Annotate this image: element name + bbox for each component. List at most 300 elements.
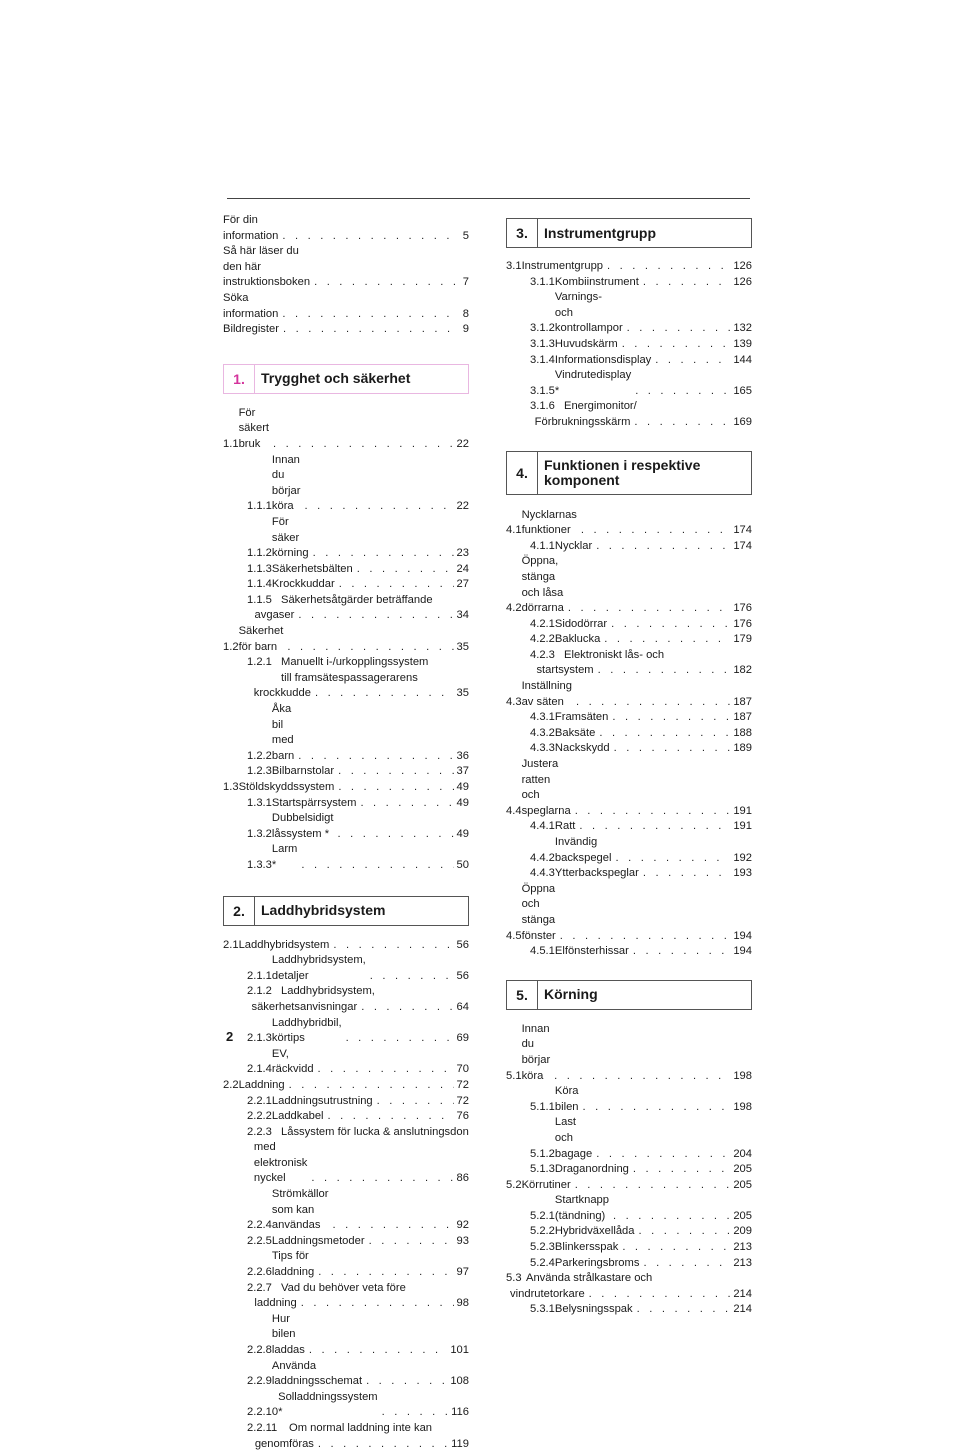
entry-page: 126 [733,260,752,272]
entry-number: 2.2.5 [247,1234,272,1247]
chapter-1-header[interactable] [223,364,469,394]
entry-number: 2.1.4 [247,1063,272,1076]
entry-title: Startknapp (tändning) [554,1194,609,1222]
toc-entry[interactable] [223,984,469,1015]
toc-entry-line [506,1022,752,1084]
entry-page: 34 [456,609,469,622]
entry-page: 49 [456,796,469,809]
toc-entry-line [223,1359,469,1390]
entry-title: Hybridväxellåda [554,1225,635,1238]
toc-entry-line [223,453,469,515]
entry-number: 1.1.4 [247,578,272,591]
toc-entry[interactable] [506,1162,752,1178]
entry-page: 174 [733,524,752,537]
entry-number: 4.4.1 [530,820,555,833]
entry-page: 93 [456,1234,469,1247]
entry-title: Laddhybridsystem, detaljer [271,954,366,982]
toc-entry[interactable] [223,953,469,984]
toc-entry[interactable] [506,679,752,710]
toc-entry[interactable] [506,741,752,757]
entry-number: 5.2.4 [530,1256,555,1269]
leader-dots [655,353,730,369]
entry-page: 165 [733,384,752,397]
entry-title: genomföras [254,1437,314,1450]
toc-entry[interactable] [223,1047,469,1078]
toc-entry[interactable] [223,1187,469,1234]
toc-entry[interactable] [506,1256,752,1272]
entry-number: 2.1.3 [247,1032,272,1045]
entry-title: Ytterbackspeglar [554,867,639,880]
entry-title: Solladdningssystem * [278,1390,378,1419]
leader-dots [338,764,453,780]
toc-entry[interactable] [223,213,469,244]
entry-title: Informationsdisplay [554,353,652,366]
entry-number: 4.3.2 [530,726,555,739]
toc-entry[interactable] [506,275,752,291]
leader-dots [616,851,731,867]
toc-entry-line [506,1302,752,1318]
entry-title: Laddning [238,1078,285,1091]
leader-dots [643,866,730,882]
toc-entry[interactable] [506,617,752,633]
toc-entry-line [223,1437,469,1452]
leader-dots [315,686,454,702]
toc-entry[interactable] [506,337,752,353]
toc-entry[interactable] [223,1249,469,1280]
toc-entry[interactable] [223,811,469,842]
entry-number: 4.5.1 [530,945,555,958]
entry-page: 24 [456,562,469,575]
leader-dots [575,804,731,820]
leader-dots [554,1069,730,1085]
chapter-2-header[interactable] [223,896,469,926]
toc-entry-line [506,290,752,337]
chapter-3-list [506,259,752,431]
toc-entry[interactable] [506,819,752,835]
toc-entry[interactable] [223,842,469,873]
toc-entry-line [223,984,469,1000]
entry-page: 198 [733,1069,752,1082]
toc-entry[interactable] [223,562,469,578]
entry-number: 4.1 [506,524,522,537]
toc-entry[interactable] [506,508,752,539]
entry-page: 187 [733,711,752,724]
toc-entry[interactable] [506,554,752,616]
entry-number: 5.2.2 [530,1225,555,1238]
entry-number: 4.4 [506,804,522,817]
toc-entry[interactable] [223,624,469,655]
entry-title: Inställning av säten [521,680,572,708]
entry-number: 1.2.1 [247,656,272,669]
leader-dots [612,710,730,726]
toc-entry[interactable] [506,1022,752,1084]
entry-number: 2.2.8 [247,1344,272,1356]
entry-page: 174 [733,539,752,552]
toc-entry-line [506,679,752,710]
leader-dots [635,384,730,400]
toc-entry-line [223,406,469,453]
entry-title: Baklucka [554,633,601,646]
leader-dots [576,695,730,711]
entry-title: Invändig backspegel [554,836,612,864]
entry-title: med elektronisk nyckel [253,1141,308,1185]
toc-entry[interactable] [223,1312,469,1359]
entry-title: Instrumentgrupp [521,260,604,272]
toc-entry[interactable] [223,291,469,322]
chapter-5-header[interactable] [506,980,752,1010]
leader-dots [633,944,730,960]
leader-dots [643,275,730,291]
toc-entry-line [223,686,469,702]
toc-entry-line [223,1249,469,1280]
entry-page: 213 [733,1256,752,1269]
toc-entry[interactable] [223,1421,469,1452]
entry-number: 1.2 [223,640,239,653]
toc-entry[interactable] [223,938,469,954]
leader-dots [607,259,730,275]
entry-number: 2.2.1 [247,1094,272,1107]
toc-entry[interactable] [506,368,752,399]
toc-entry-line [223,938,469,954]
entry-title: till framsätespassagerarens [281,671,418,684]
entry-page: 182 [733,664,752,677]
toc-entry-line [506,1287,752,1303]
entry-number: 2.2.2 [247,1110,272,1123]
toc-entry[interactable] [223,453,469,515]
toc-entry[interactable] [506,944,752,960]
leader-dots [337,827,453,843]
entry-title: Bildregister [223,323,279,336]
toc-entry[interactable] [223,1281,469,1312]
toc-entry[interactable] [506,1302,752,1318]
chapter-number: 2. [224,897,255,925]
entry-number: 1.3.3 [247,858,272,871]
entry-page: 126 [733,275,752,288]
entry-title: Bilbarnstolar [271,765,335,778]
toc-entry-line [506,399,752,415]
toc-entry[interactable] [223,780,469,796]
entry-page: 193 [733,867,752,880]
toc-entry[interactable] [506,835,752,866]
toc-entry-line [223,1312,469,1359]
chapter-4-header[interactable] [506,451,752,495]
chapter-1-list [223,406,469,874]
toc-entry-line [506,648,752,664]
toc-entry[interactable] [223,1094,469,1110]
toc-entry[interactable] [506,1178,752,1194]
toc-entry-line [506,508,752,539]
leader-dots [637,1302,731,1318]
entry-number: 1.1.5 [247,593,272,606]
entry-title: För din information [223,214,279,242]
entry-number: 2.2.7 [247,1281,272,1294]
entry-page: 8 [462,307,469,320]
leader-dots [622,337,731,353]
entry-title: Larm * [271,843,298,871]
toc-entry[interactable] [223,1016,469,1047]
toc-entry-line [506,1178,752,1194]
entry-page: 205 [733,1209,752,1222]
entry-page: 189 [733,742,752,755]
page-number: 2 [226,1029,234,1044]
entry-number: 4.2 [506,602,522,615]
leader-dots [639,1224,731,1240]
entry-page: 70 [456,1063,469,1076]
entry-page: 72 [456,1094,469,1107]
leader-dots [613,1209,730,1225]
toc-entry[interactable] [506,399,752,430]
toc-entry[interactable] [506,1271,752,1302]
leader-dots [633,1162,730,1178]
entry-page: 139 [733,337,752,350]
entry-number: 3.1.6 [530,400,555,413]
entry-title: Vad du behöver veta före [281,1281,406,1294]
toc-entry[interactable] [506,290,752,337]
entry-title: Laddhybridsystem [238,938,330,951]
leader-dots [575,1178,731,1194]
toc-entry[interactable] [506,353,752,369]
chapter-title: Instrumentgrupp [544,224,656,241]
toc-entry-line [506,1084,752,1115]
chapter-3-header[interactable] [506,218,752,248]
toc-entry[interactable] [506,1115,752,1162]
entry-number: 1.3.2 [247,827,272,840]
entry-title: Baksäte [554,726,596,739]
toc-entry[interactable] [506,539,752,555]
toc-entry[interactable] [506,259,752,275]
toc-entry-line [223,1296,469,1312]
leader-dots [357,562,454,578]
entry-page: 169 [733,415,752,428]
leader-dots [643,1256,730,1272]
entry-number: 5.1.3 [530,1163,555,1176]
toc-entry[interactable] [223,515,469,562]
entry-page: 179 [733,633,752,646]
entry-title: Använda laddningsschemat [271,1359,363,1388]
entry-title: Öppna och stänga fönster [521,882,556,942]
toc-entry[interactable] [223,1109,469,1125]
leader-dots [301,858,453,874]
leader-dots [622,1240,730,1256]
entry-number: 1.1.1 [247,500,272,513]
toc-entry[interactable] [506,1193,752,1224]
toc-entry[interactable] [506,866,752,882]
leader-dots [273,437,454,453]
toc-entry[interactable] [223,322,469,338]
entry-title: För säker körning [271,515,309,560]
entry-title: Stöldskyddssystem [238,781,335,793]
entry-page: 27 [456,578,469,591]
entry-title: Säkerhet för barn [238,625,284,653]
toc-entry-line [506,415,752,431]
entry-page: 35 [456,640,469,653]
toc-entry[interactable] [506,757,752,819]
entry-title: Öppna, stänga och låsa dörrarna [521,555,564,615]
entry-title: Tips för laddning [271,1250,315,1279]
leader-dots [361,1000,453,1016]
toc-entry[interactable] [223,577,469,593]
entry-page: 101 [450,1344,469,1356]
entry-number: 5.2.3 [530,1241,555,1254]
leader-dots [614,741,731,757]
toc-entry[interactable] [223,244,469,291]
entry-number: 2.1 [223,938,239,951]
toc-entry[interactable] [223,764,469,780]
entry-title: Elektroniskt lås- och [564,648,665,661]
entry-title: Hur bilen laddas [271,1312,305,1356]
toc-entry-line [506,368,752,399]
toc-entry[interactable] [223,702,469,764]
entry-title: Köra bilen [554,1085,579,1113]
entry-title: Innan du börjar köra [521,1022,551,1082]
toc-entry-line [223,655,469,671]
toc-entry[interactable] [223,1125,469,1187]
entry-page: 5 [462,229,469,242]
entry-number: 2.2.6 [247,1266,272,1279]
entry-page: 192 [733,851,752,864]
toc-entry[interactable] [506,632,752,648]
entry-page: 76 [456,1110,469,1123]
entry-number: 4.4.3 [530,867,555,880]
entry-title: Kombiinstrument [554,275,639,288]
entry-number: 2.1.2 [247,985,272,998]
entry-title: Sidodörrar [554,617,608,630]
entry-number: 4.4.2 [530,851,555,864]
toc-entry[interactable] [506,882,752,944]
toc-entry-line [223,624,469,655]
entry-page: 22 [456,437,469,450]
entry-page: 176 [733,617,752,630]
entry-page: 205 [733,1178,752,1191]
entry-title: Låssystem för lucka & anslutningsdon [281,1125,469,1138]
toc-entry-line [223,577,469,593]
toc-entry-line [506,726,752,742]
toc-entry[interactable] [223,1359,469,1390]
entry-page: 49 [456,827,469,840]
entry-title: Justera ratten och speglarna [521,758,571,817]
toc-entry[interactable] [506,1224,752,1240]
entry-title: Nycklar [554,539,593,552]
leader-dots [338,780,453,796]
entry-number: 5.3.1 [530,1303,555,1316]
entry-title: Laddkabel [271,1110,324,1123]
entry-page: 7 [462,276,469,289]
entry-title: laddning [254,1297,297,1310]
entry-page: 132 [733,322,752,335]
toc-entry-line [223,1281,469,1297]
toc-entry[interactable] [223,655,469,702]
entry-number: 1.3.1 [247,796,272,809]
entry-title: Krockkuddar [271,578,335,591]
leader-dots [589,1287,731,1303]
toc-entry-line [506,337,752,353]
leader-dots [282,307,459,323]
entry-title: Laddningsutrustning [271,1094,373,1107]
toc-entry[interactable] [506,1084,752,1115]
entry-number: 4.3.3 [530,742,555,755]
toc-entry-line [223,1109,469,1125]
chapter-5-list [506,1022,752,1318]
leader-dots [332,1218,453,1234]
entry-number: 1.1.3 [247,562,272,575]
leader-dots [581,523,730,539]
toc-left-column [223,213,469,1452]
entry-number: 1.1.2 [247,547,272,560]
toc-entry-line [223,1140,469,1187]
toc-entry[interactable] [506,1240,752,1256]
entry-page: 23 [456,547,469,560]
toc-entry-line [223,953,469,984]
entry-page: 213 [733,1241,752,1254]
leader-dots [627,321,731,337]
entry-number: 5.3 [506,1272,522,1285]
toc-entry-line [223,1125,469,1141]
toc-entry-line [223,811,469,842]
entry-number: 5.1.1 [530,1100,555,1113]
leader-dots [360,796,453,812]
entry-page: 72 [456,1078,469,1091]
chapter-number: 5. [507,981,538,1009]
toc-entry[interactable] [506,710,752,726]
entry-number: 3.1 [506,260,522,272]
entry-title: Innan du börjar köra [271,453,301,513]
entry-title: Belysningsspak [554,1303,633,1316]
leader-dots [289,1078,454,1094]
entry-page: 204 [733,1147,752,1160]
entry-title: Nackskydd [554,742,610,755]
entry-title: Ratt [554,820,576,833]
leader-dots [301,1296,454,1312]
entry-page: 191 [733,820,752,833]
leader-dots [604,632,730,648]
leader-dots [599,726,730,742]
toc-entry-line [506,1162,752,1178]
entry-page: 176 [733,602,752,615]
toc-entry-line [223,671,469,687]
toc-entry[interactable] [223,1390,469,1421]
toc-entry[interactable] [223,1078,469,1094]
entry-title: Säkerhetsåtgärder beträffande [281,593,433,606]
toc-entry[interactable] [223,796,469,812]
entry-page: 116 [451,1406,469,1419]
entry-page: 64 [456,1000,469,1013]
toc-entry[interactable] [506,648,752,679]
leader-dots [596,539,730,555]
entry-page: 214 [733,1287,752,1300]
entry-title: Energimonitor/ [564,400,637,413]
leader-dots [318,1265,453,1281]
toc-entry[interactable] [506,726,752,742]
toc-entry[interactable] [223,593,469,624]
leader-dots [598,663,731,679]
leader-dots [298,608,453,624]
entry-number: 3.1.2 [530,322,555,335]
leader-dots [346,1031,454,1047]
leader-dots [333,938,453,954]
toc-entry[interactable] [223,406,469,453]
chapter-title: Laddhybridsystem [261,902,386,919]
toc-entry-line [223,1016,469,1047]
entry-title: Varnings- och kontrollampor [554,291,623,335]
entry-number: 3.1.3 [530,337,555,350]
entry-number: 4.2.2 [530,633,555,646]
toc-entry-line [223,515,469,562]
entry-page: 56 [456,969,469,982]
entry-title: Parkeringsbroms [554,1256,640,1269]
leader-dots [318,1437,448,1452]
toc-entry-line [506,617,752,633]
leader-dots [309,1343,447,1359]
